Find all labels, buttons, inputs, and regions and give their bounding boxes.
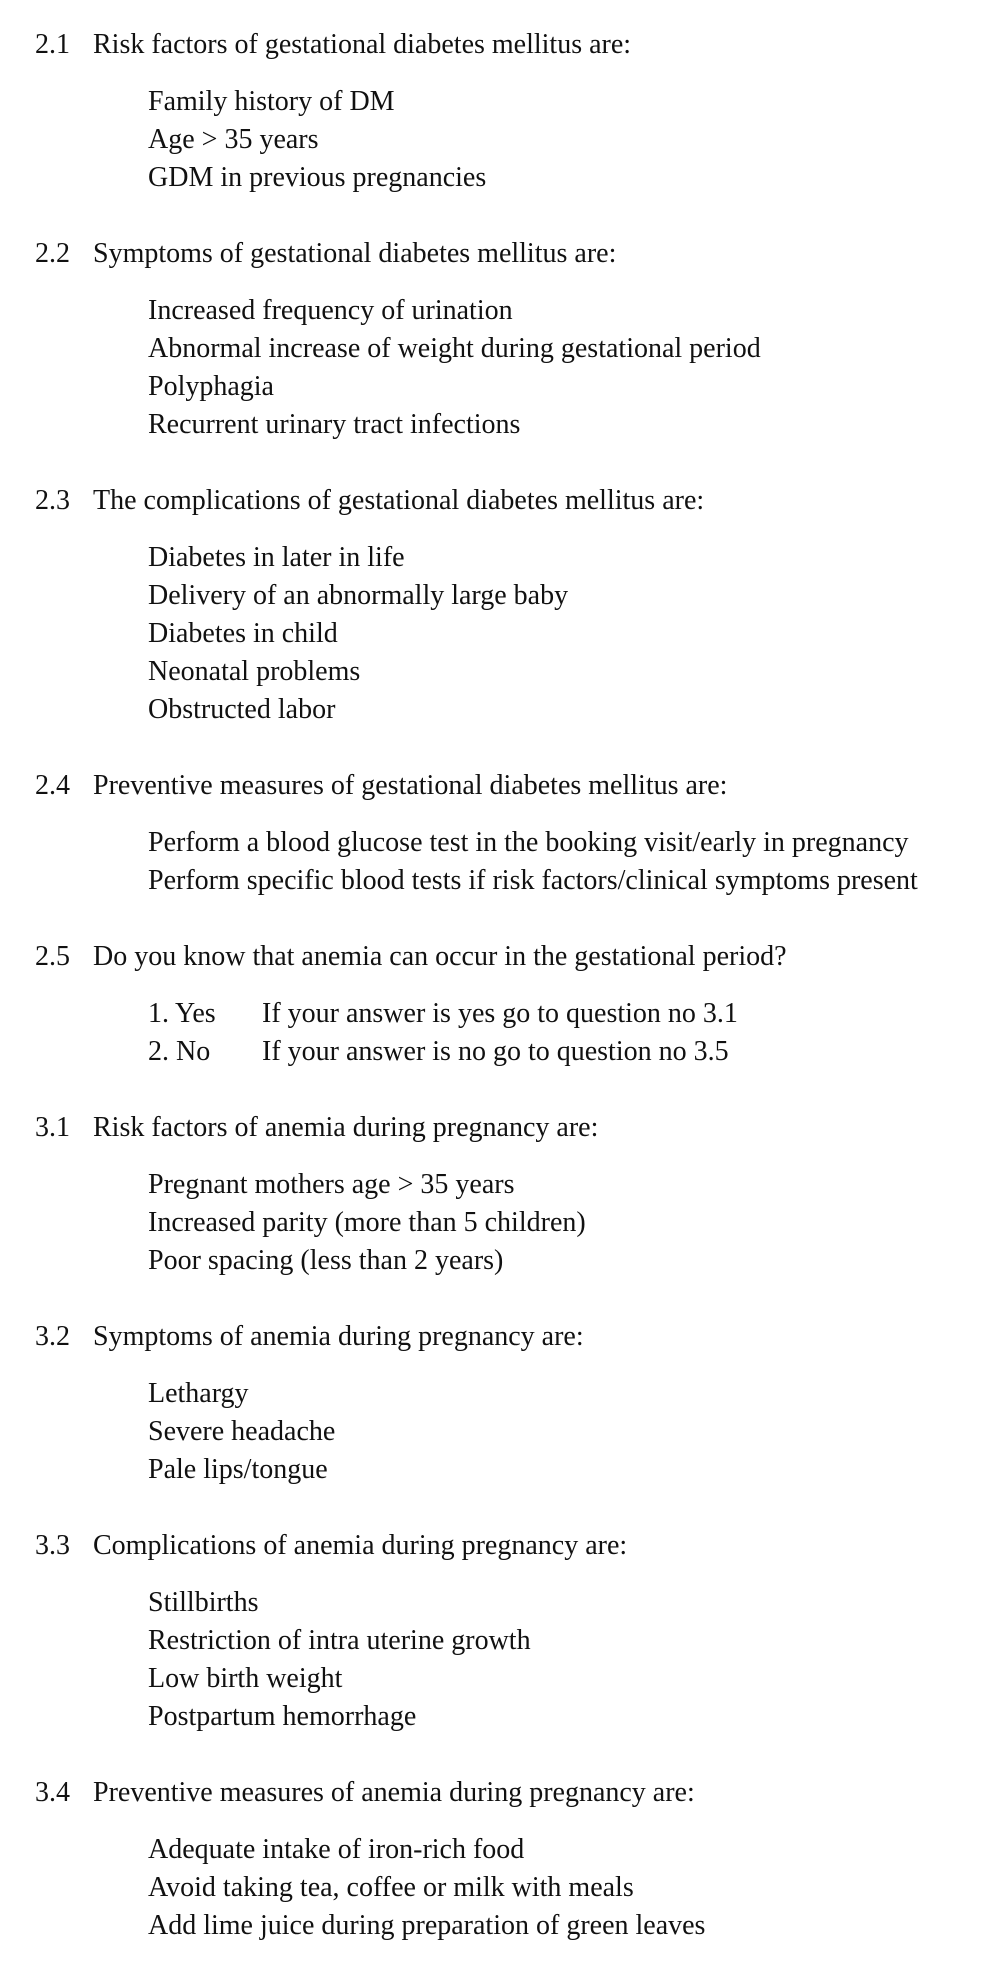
question-2-5-heading: [35, 943, 787, 971]
list-item: Recurrent urinary tract infections: [148, 409, 521, 440]
question-text: Symptoms of anemia during pregnancy are:: [93, 1321, 584, 1352]
answer-option-no: [148, 1038, 729, 1066]
question-number: 2.3: [35, 485, 70, 516]
question-3-2-heading: [35, 1323, 584, 1351]
question-number: 3.2: [35, 1321, 70, 1352]
list-item: Restriction of intra uterine growth: [148, 1625, 531, 1656]
list-item: Diabetes in child: [148, 618, 338, 649]
option-text: If your answer is yes go to question no 3.1: [262, 998, 738, 1029]
question-number: 2.5: [35, 941, 70, 972]
list-item: Abnormal increase of weight during gestational period: [148, 333, 761, 364]
list-item: Age > 35 years: [148, 124, 319, 155]
answer-option-yes: [148, 1000, 738, 1028]
list-item: Increased frequency of urination: [148, 295, 513, 326]
question-number: 2.4: [35, 770, 70, 801]
list-item: Pale lips/tongue: [148, 1454, 328, 1485]
question-number: 3.3: [35, 1530, 70, 1561]
question-text: Preventive measures of gestational diabetes mellitus are:: [93, 770, 728, 801]
list-item: Pregnant mothers age > 35 years: [148, 1169, 515, 1200]
question-2-2-heading: [35, 240, 616, 268]
question-text: Do you know that anemia can occur in the gestational period?: [93, 941, 787, 972]
question-3-4-heading: [35, 1779, 695, 1807]
list-item: Diabetes in later in life: [148, 542, 405, 573]
list-item: Neonatal problems: [148, 656, 361, 687]
list-item: Perform specific blood tests if risk factors/clinical symptoms present: [148, 865, 918, 896]
list-item: Add lime juice during preparation of green leaves: [148, 1910, 706, 1941]
question-text: Preventive measures of anemia during pregnancy are:: [93, 1777, 695, 1808]
question-text: Risk factors of gestational diabetes mellitus are:: [93, 29, 632, 60]
question-text: Complications of anemia during pregnancy are:: [93, 1530, 628, 1561]
option-number: 2. No: [148, 1036, 211, 1067]
list-item: GDM in previous pregnancies: [148, 162, 487, 193]
option-number: 1. Yes: [148, 998, 216, 1029]
list-item: Delivery of an abnormally large baby: [148, 580, 569, 611]
list-item: Lethargy: [148, 1378, 249, 1409]
list-item: Family history of DM: [148, 86, 395, 117]
option-text: If your answer is no go to question no 3.5: [262, 1036, 729, 1067]
question-2-3-heading: [35, 487, 704, 515]
list-item: Increased parity (more than 5 children): [148, 1207, 586, 1238]
list-item: Polyphagia: [148, 371, 274, 402]
list-item: Perform a blood glucose test in the booking visit/early in pregnancy: [148, 827, 909, 858]
question-text: Symptoms of gestational diabetes mellitus are:: [93, 238, 617, 269]
list-item: Avoid taking tea, coffee or milk with meals: [148, 1872, 634, 1903]
question-3-1-heading: [35, 1114, 598, 1142]
question-text: Risk factors of anemia during pregnancy are:: [93, 1112, 599, 1143]
question-2-1-heading: [35, 31, 631, 59]
question-3-3-heading: [35, 1532, 627, 1560]
list-item: Severe headache: [148, 1416, 336, 1447]
question-number: 3.4: [35, 1777, 70, 1808]
list-item: Obstructed labor: [148, 694, 336, 725]
question-number: 2.1: [35, 29, 70, 60]
list-item: Poor spacing (less than 2 years): [148, 1245, 504, 1276]
list-item: Adequate intake of iron-rich food: [148, 1834, 525, 1865]
question-text: The complications of gestational diabetes mellitus are:: [93, 485, 705, 516]
question-2-4-heading: [35, 772, 727, 800]
question-number: 2.2: [35, 238, 70, 269]
question-number: 3.1: [35, 1112, 70, 1143]
list-item: Low birth weight: [148, 1663, 343, 1694]
list-item: Postpartum hemorrhage: [148, 1701, 417, 1732]
list-item: Stillbirths: [148, 1587, 259, 1618]
